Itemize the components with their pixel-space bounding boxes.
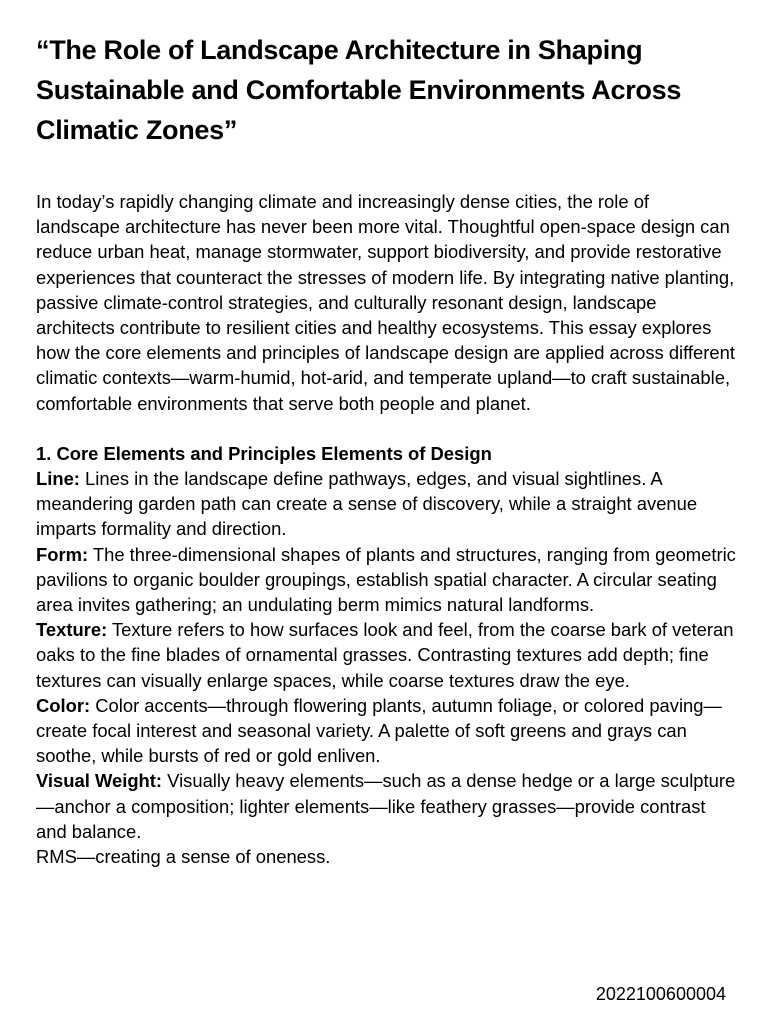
term-description: Color accents—through flowering plants, autumn foliage, or colored paving—create focal interest and seasonal variety. A palette of soft greens and grays can soothe, while bursts of red or gold enliven. xyxy=(36,694,722,767)
design-element-texture xyxy=(36,617,736,693)
document-id: 2022100600004 xyxy=(595,984,726,1004)
term-label: Line: xyxy=(36,468,80,490)
document-title: “The Role of Landscape Architecture in Shaping Sustainable and Comfortable Environments Across Climatic Zones” xyxy=(36,35,682,145)
term-label: Form: xyxy=(36,543,89,565)
trailing-line: RMS—creating a sense of oneness. xyxy=(36,846,331,868)
term-description: The three-dimensional shapes of plants and structures, ranging from geometric pavilions to organic boulder groupings, establish spatial character. A circular seating area invites gathering; an undulating berm mimics natural landforms. xyxy=(36,543,736,616)
intro-paragraph: In today’s rapidly changing climate and increasingly dense cities, the role of landscape architecture has never been more vital. Thoughtful open-space design can reduce urban heat, manage stormwater, support biodiversity, and provide restorative experiences that counteract the stresses of modern life. By integrating native planting, passive climate-control strategies, and culturally resonant design, landscape architects contribute to resilient cities and healthy ecosystems. This essay explores how the core elements and principles of landscape design are applied across different climatic contexts—warm-humid, hot-arid, and temperate upland—to craft sustainable, comfortable environments that serve both people and planet. xyxy=(36,191,735,414)
term-description: Texture refers to how surfaces look and feel, from the coarse bark of veteran oaks to the fine blades of ornamental grasses. Contrasting textures add depth; fine textures can visually enlarge spaces, while coarse textures draw the eye. xyxy=(36,619,734,691)
term-description: Visually heavy elements—such as a dense hedge or a large sculpture—anchor a composition; lighter elements—like feathery grasses—provide contrast and balance. xyxy=(36,770,736,842)
term-label: Color: xyxy=(36,694,91,716)
term-label: Visual Weight: xyxy=(36,770,163,792)
design-element-form xyxy=(36,542,736,618)
term-description: Lines in the landscape define pathways, edges, and visual sightlines. A meandering garden path can create a sense of discovery, while a straight avenue imparts formality and direction. xyxy=(36,468,698,540)
design-element-visual-weight xyxy=(36,768,736,844)
design-element-color xyxy=(36,693,736,769)
section-heading: 1. Core Elements and Principles Elements of Design xyxy=(36,442,492,464)
document-page xyxy=(36,30,736,869)
design-elements-section xyxy=(36,441,736,869)
term-label: Texture: xyxy=(36,619,108,641)
design-element-line xyxy=(36,466,736,542)
